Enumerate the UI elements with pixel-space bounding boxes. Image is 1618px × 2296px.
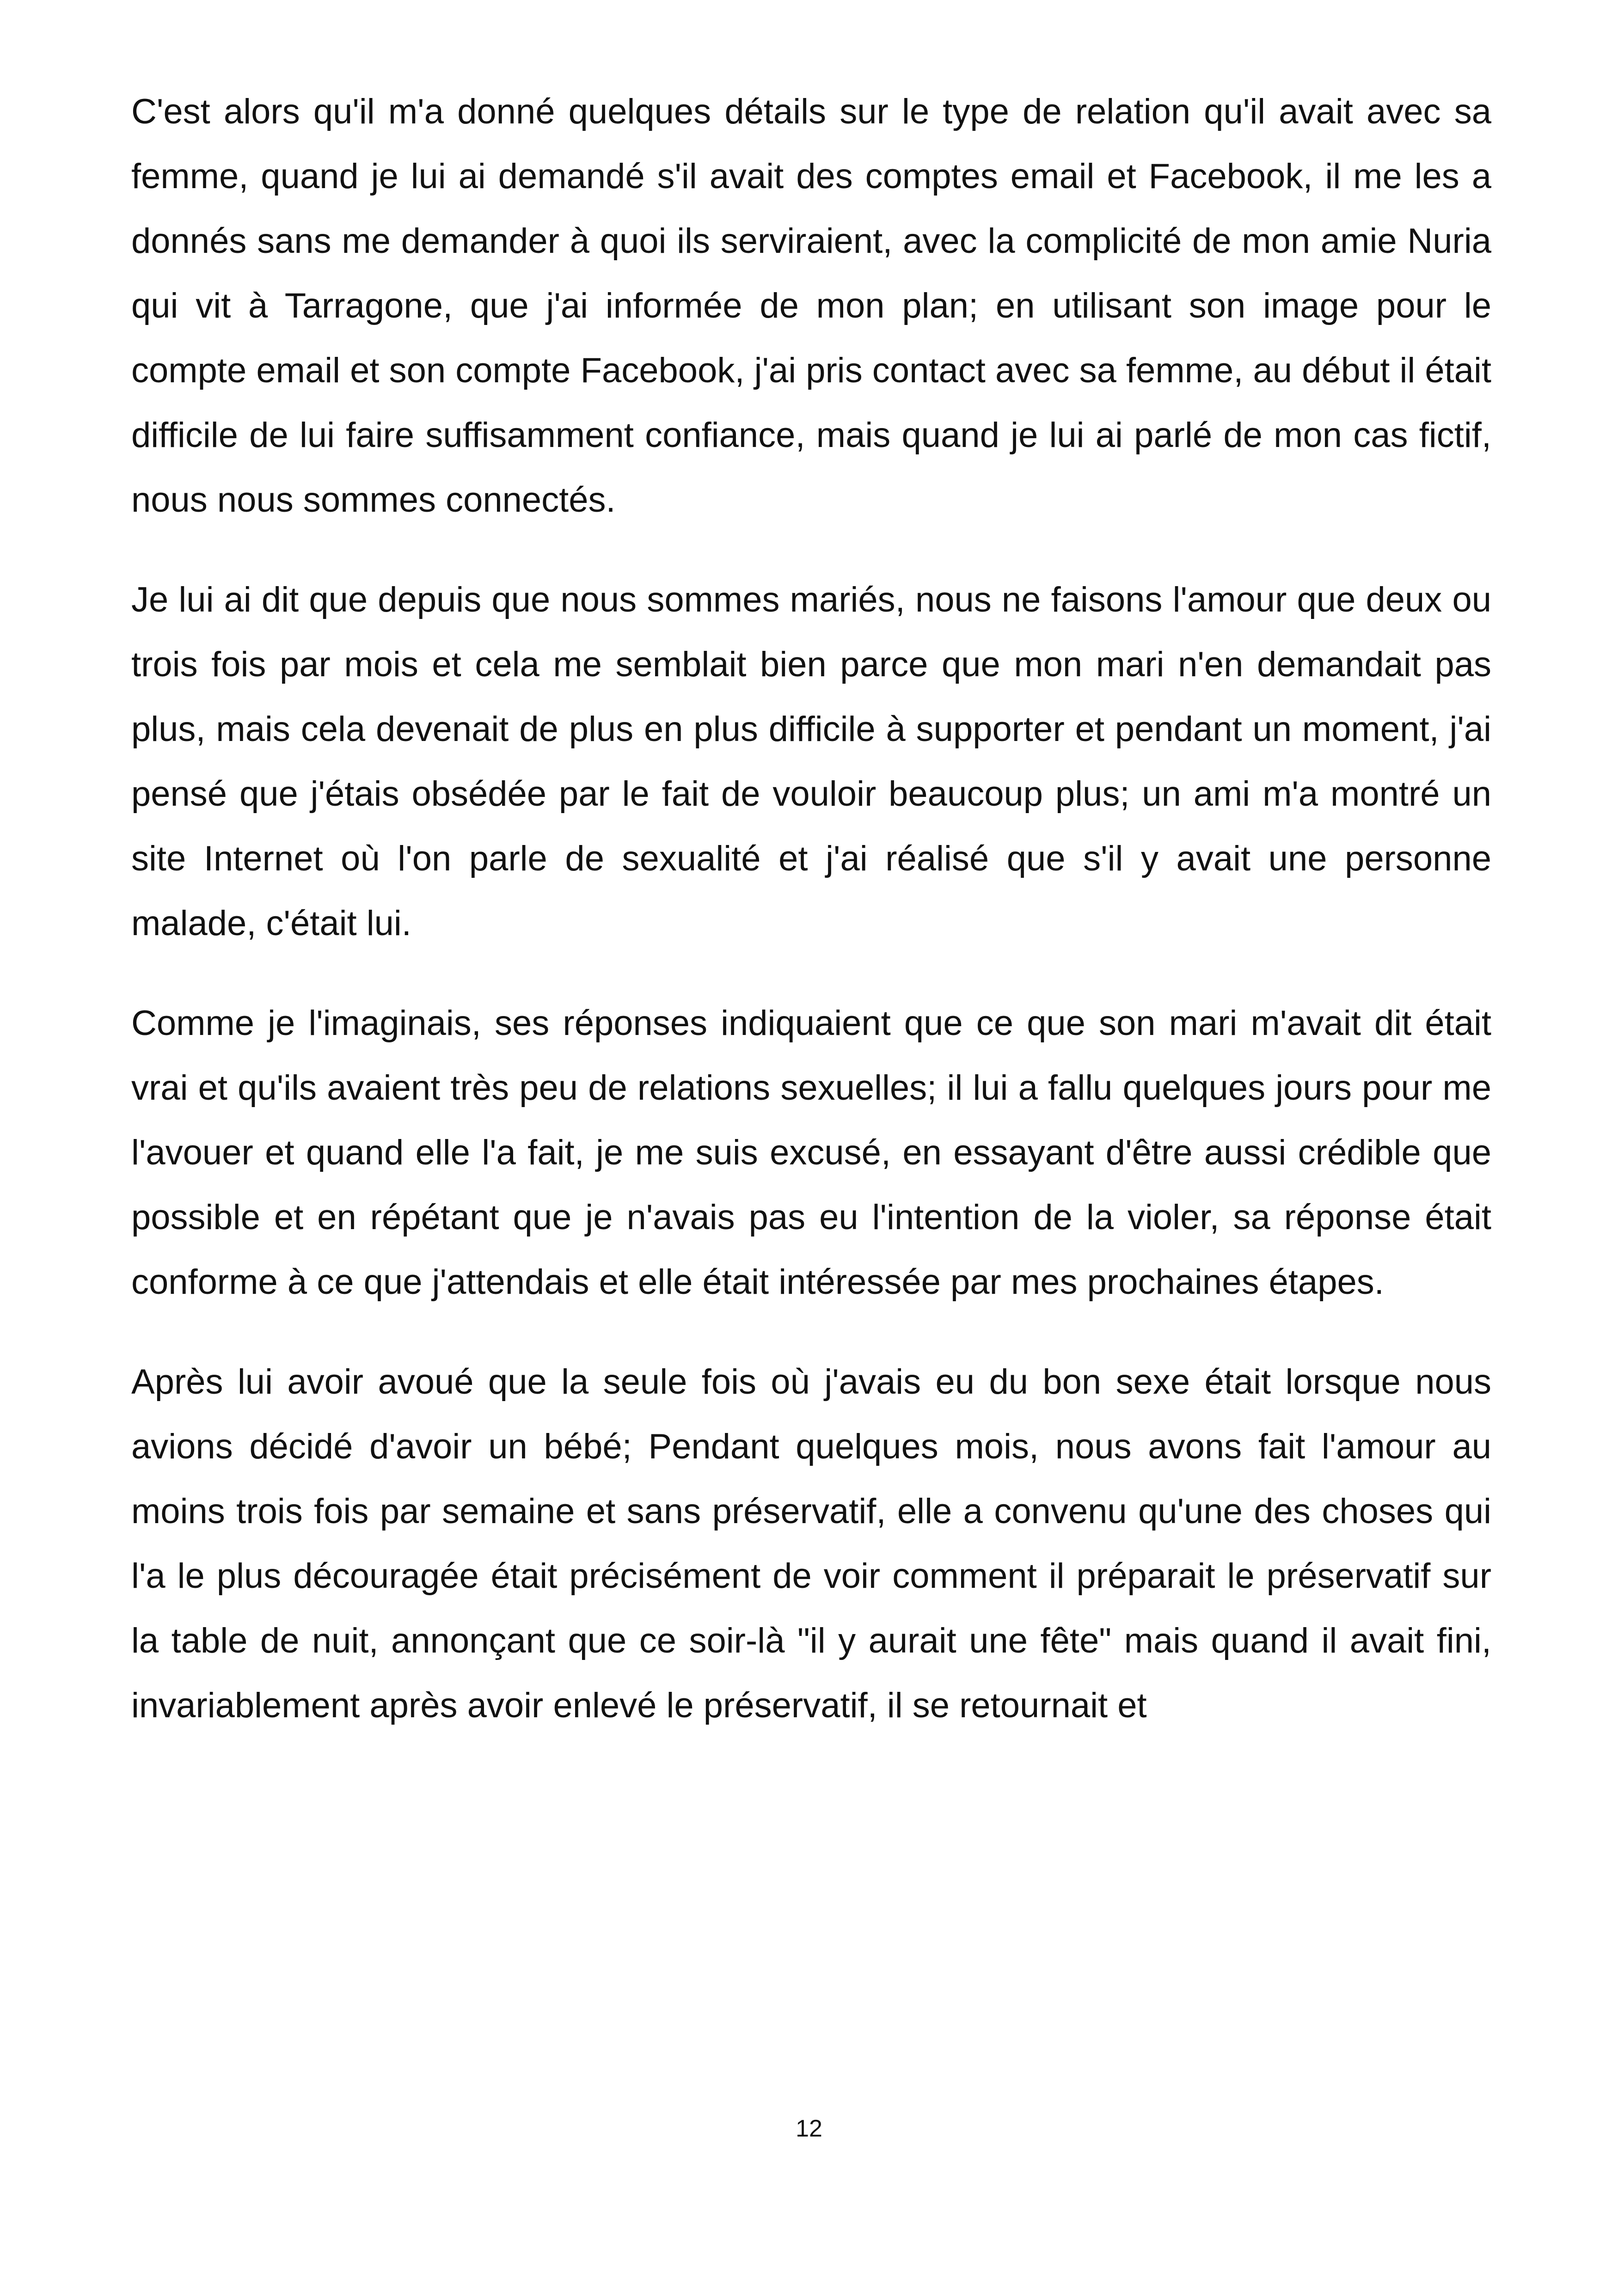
paragraph-2: Je lui ai dit que depuis que nous sommes mariés, nous ne faisons l'amour que deux ou trois fois par mois et cela me semblait bien parce que mon mari n'en demandait pas plus, mais cela devenait de plus en plus difficile à supporter et pendant un moment, j'ai pensé que j'étais obsédée par le fait de vouloir beaucoup plus; un ami m'a montré un site Internet où l'on parle de sexualité et j'ai réalisé que s'il y avait une personne malade, c'était lui. xyxy=(131,580,1491,943)
paragraph-1: C'est alors qu'il m'a donné quelques détails sur le type de relation qu'il avait avec sa femme, quand je lui ai demandé s'il avait des comptes email et Facebook, il me les a donnés sans me demander à quoi ils serviraient, avec la complicité de mon amie Nuria qui vit à Tarragone, que j'ai informée de mon plan; en utilisant son image pour le compte email et son compte Facebook, j'ai pris contact avec sa femme, au début il était difficile de lui faire suffisamment confiance, mais quand je lui ai parlé de mon cas fictif, nous nous sommes connectés. xyxy=(131,92,1491,520)
page-number: 12 xyxy=(796,2115,822,2142)
paragraph-3: Comme je l'imaginais, ses réponses indiquaient que ce que son mari m'avait dit était vrai et qu'ils avaient très peu de relations sexuelles; il lui a fallu quelques jours pour me l'avouer et quand elle l'a fait, je me suis excusé, en essayant d'être aussi crédible que possible et en répétant que je n'avais pas eu l'intention de la violer, sa réponse était conforme à ce que j'attendais et elle était intéressée par mes prochaines étapes. xyxy=(131,1004,1491,1302)
paragraph-4: Après lui avoir avoué que la seule fois où j'avais eu du bon sexe était lorsque nous avions décidé d'avoir un bébé; Pendant quelques mois, nous avons fait l'amour au moins trois fois par semaine et sans préservatif, elle a convenu qu'une des choses qui l'a le plus découragée était précisément de voir comment il préparait le préservatif sur la table de nuit, annonçant que ce soir-là "il y aurait une fête" mais quand il avait fini, invariablement après avoir enlevé le préservatif, il se retournait et xyxy=(131,1362,1491,1725)
body-text xyxy=(131,80,1491,1773)
